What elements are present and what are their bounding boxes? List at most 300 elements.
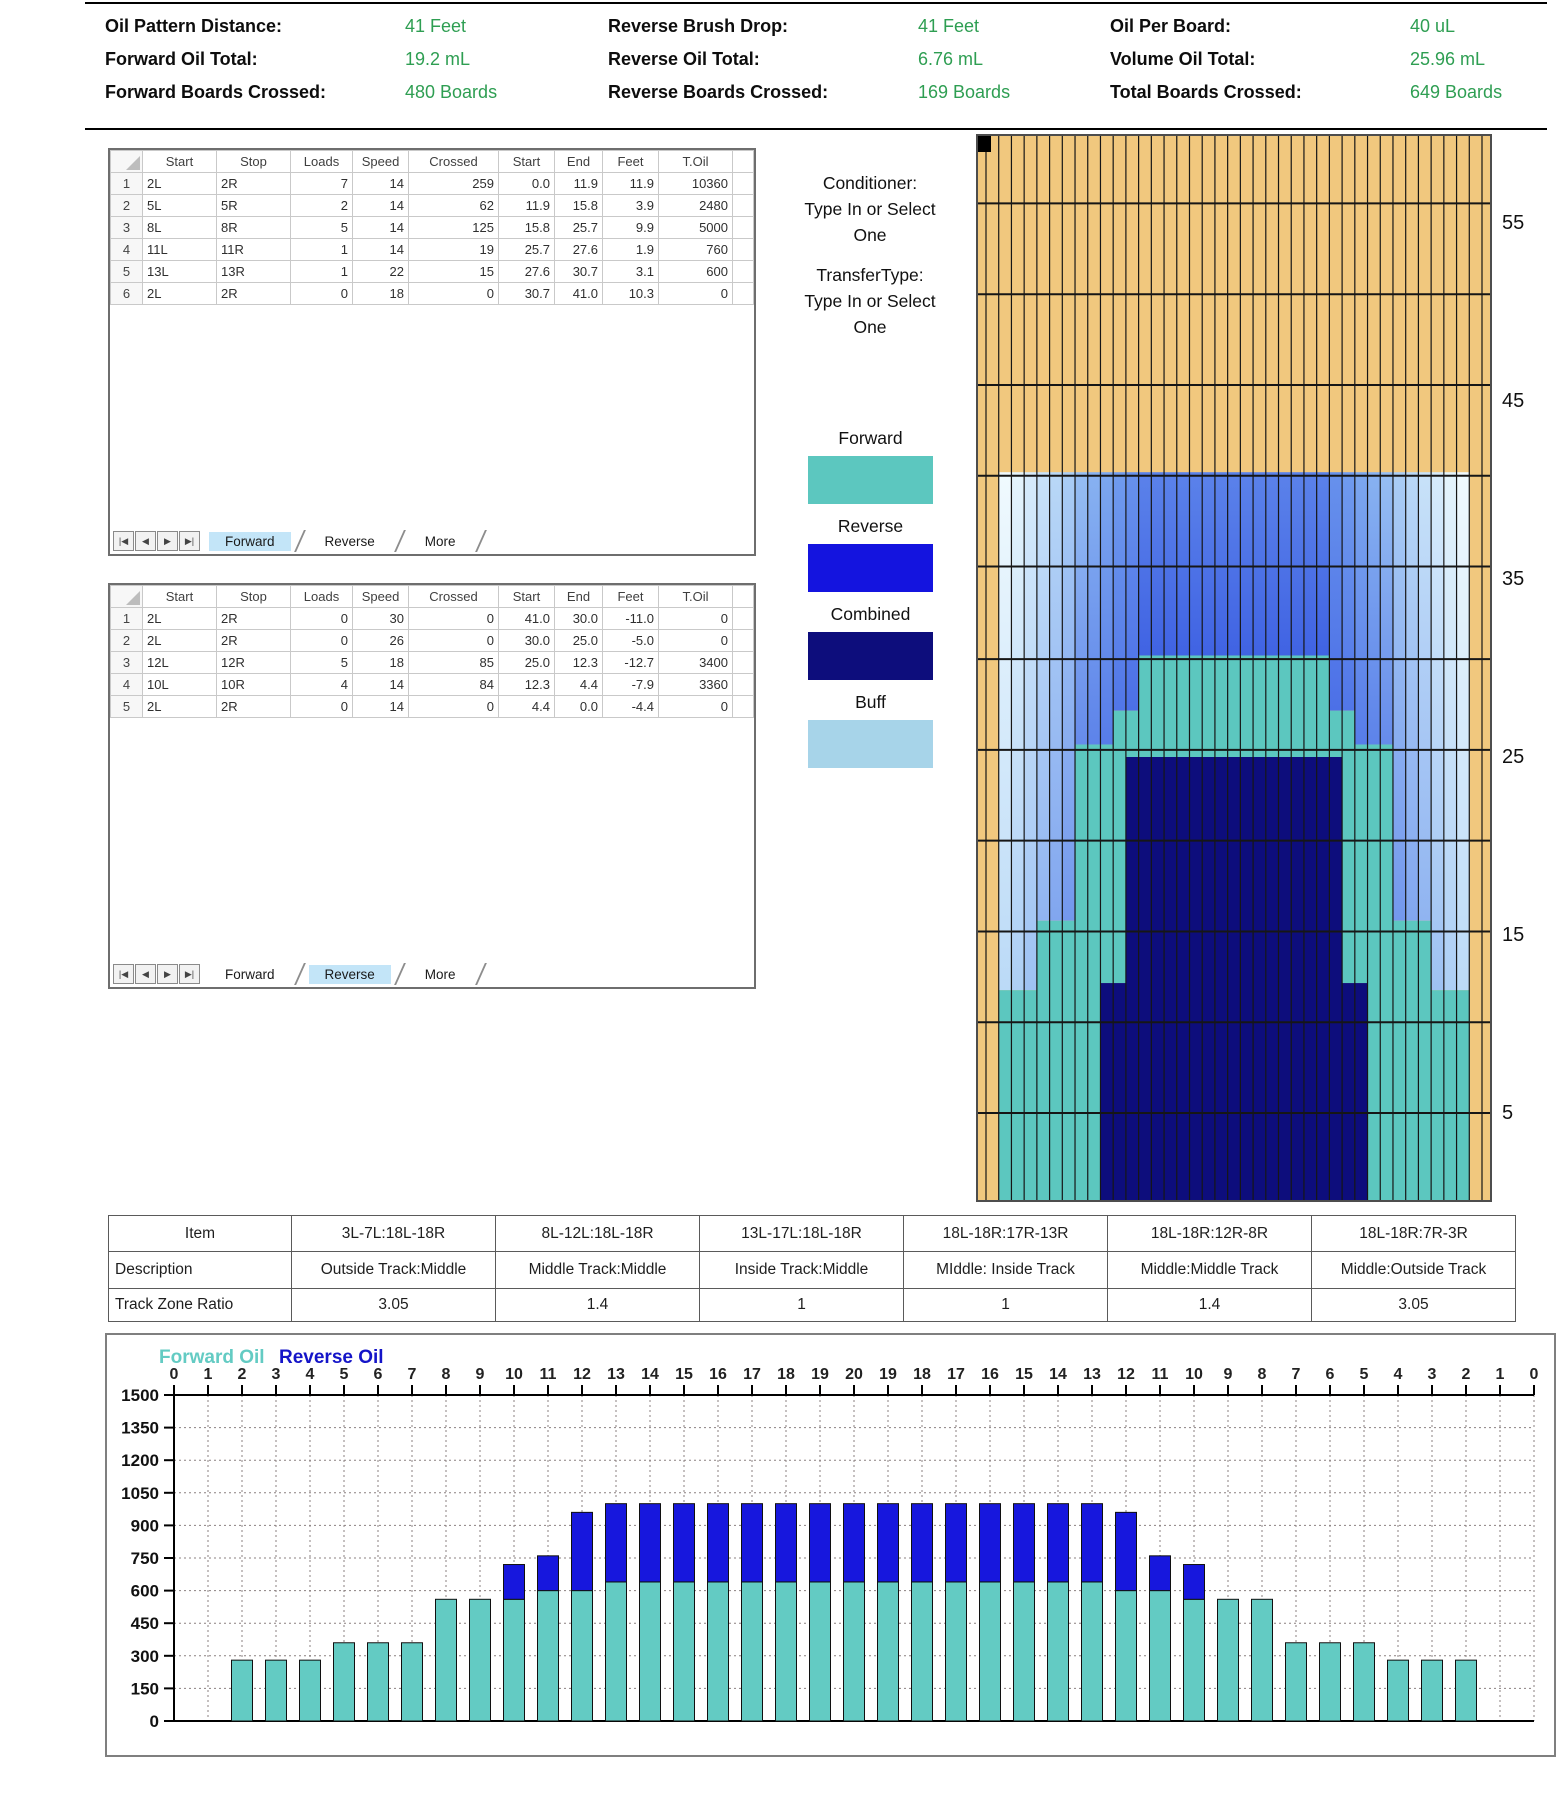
table-cell[interactable]: 30.7 xyxy=(499,283,555,305)
chart-board-label: 9 xyxy=(475,1366,485,1383)
filler-cell xyxy=(733,261,754,283)
select-all-corner-cell[interactable] xyxy=(111,151,143,173)
table-cell[interactable]: 12R xyxy=(217,652,291,674)
table-cell[interactable]: 30.0 xyxy=(555,608,603,630)
reverse-oil-bar xyxy=(538,1556,559,1591)
reverse-oil-bar xyxy=(844,1504,865,1582)
forward-oil-bar xyxy=(674,1582,695,1721)
table-cell[interactable]: 11.9 xyxy=(499,195,555,217)
tab-divider xyxy=(294,963,306,985)
chart-y-tick-label: 600 xyxy=(130,1581,159,1601)
forward-oil-bar xyxy=(640,1582,661,1721)
table-row xyxy=(111,652,754,674)
table-row xyxy=(111,173,754,195)
table-cell[interactable]: 41.0 xyxy=(555,283,603,305)
table-cell[interactable]: 5 xyxy=(291,652,353,674)
forward-oil-bar xyxy=(878,1582,899,1721)
table-row xyxy=(111,217,754,239)
table-cell[interactable]: 26 xyxy=(353,630,409,652)
forward-oil-bar xyxy=(742,1582,763,1721)
select-all-corner-cell[interactable] xyxy=(111,586,143,608)
chart-board-label: 11 xyxy=(1151,1366,1169,1383)
forward-oil-table xyxy=(108,148,756,556)
table-cell[interactable]: 2R xyxy=(217,283,291,305)
chart-board-label: 13 xyxy=(1083,1366,1101,1383)
ratio-item-row xyxy=(109,1216,1516,1252)
row-number[interactable]: 1 xyxy=(111,173,143,195)
stat-value: 169 Boards xyxy=(918,82,1011,102)
column-header[interactable]: Start xyxy=(143,586,217,608)
ratio-cell: 3.05 xyxy=(292,1289,496,1322)
column-header[interactable]: End xyxy=(555,586,603,608)
reverse-oil-bar xyxy=(980,1504,1001,1582)
sheet-tab-bar xyxy=(110,528,754,554)
ratio-cell: Outside Track:Middle xyxy=(292,1252,496,1289)
column-header[interactable]: Speed xyxy=(353,586,409,608)
table-cell[interactable]: 10L xyxy=(143,674,217,696)
legend-swatch-buff xyxy=(808,720,933,768)
table-cell[interactable]: 0 xyxy=(659,283,733,305)
forward-oil-bar xyxy=(266,1660,287,1721)
table-cell[interactable]: 2R xyxy=(217,630,291,652)
forward-oil-bar xyxy=(1150,1591,1171,1721)
filler-cell xyxy=(733,630,754,652)
chart-board-label: 12 xyxy=(1117,1366,1135,1383)
filler-cell xyxy=(733,652,754,674)
table-cell[interactable]: 8L xyxy=(143,217,217,239)
stat-row xyxy=(105,43,471,76)
reverse-oil-bar xyxy=(776,1504,797,1582)
chart-y-tick-label: 450 xyxy=(130,1614,159,1634)
legend-label-reverse: Reverse xyxy=(837,516,904,536)
legend-label-buff: Buff xyxy=(855,692,886,712)
column-header[interactable]: Start xyxy=(499,151,555,173)
chart-board-label: 6 xyxy=(373,1366,383,1383)
forward-oil-bar xyxy=(232,1660,253,1721)
table-cell[interactable]: 0 xyxy=(659,696,733,718)
chart-y-tick-label: 1200 xyxy=(121,1451,159,1471)
row-number[interactable]: 6 xyxy=(111,283,143,305)
reverse-oil-bar xyxy=(606,1504,627,1582)
legend-label-combined: Combined xyxy=(830,604,911,624)
table-cell[interactable]: 7 xyxy=(291,173,353,195)
column-header[interactable]: Loads xyxy=(291,151,353,173)
ratio-cell: Inside Track:Middle xyxy=(700,1252,904,1289)
column-header[interactable]: Start xyxy=(499,586,555,608)
header-stats-column-3 xyxy=(1110,10,1503,109)
table-cell[interactable]: 10.3 xyxy=(603,283,659,305)
filler-cell xyxy=(733,674,754,696)
table-cell[interactable]: 12L xyxy=(143,652,217,674)
forward-oil-bar xyxy=(606,1582,627,1721)
lane-distance-label: 35 xyxy=(1502,568,1525,590)
ratio-cell: Middle:Outside Track xyxy=(1312,1252,1516,1289)
column-header[interactable]: Loads xyxy=(291,586,353,608)
stat-value: 25.96 mL xyxy=(1410,49,1486,69)
chart-legend-forward-oil: Forward Oil xyxy=(159,1347,265,1368)
forward-oil-bar xyxy=(504,1599,525,1721)
ratio-cell: 18L-18R:17R-13R xyxy=(904,1216,1108,1252)
conditioner-selector-text xyxy=(770,170,970,248)
chart-board-label: 1 xyxy=(203,1366,213,1383)
chart-y-tick-label: 1500 xyxy=(121,1386,159,1405)
row-number[interactable]: 3 xyxy=(111,217,143,239)
table-cell[interactable]: 1 xyxy=(291,261,353,283)
conditioner-hint-line1: Type In or Select xyxy=(804,199,936,219)
chart-board-label: 3 xyxy=(271,1366,281,1383)
chart-board-label: 11 xyxy=(539,1366,557,1383)
ratio-cell: 3L-7L:18L-18R xyxy=(292,1216,496,1252)
table-cell[interactable]: -5.0 xyxy=(603,630,659,652)
chart-board-label: 14 xyxy=(1049,1366,1067,1383)
stat-value: 40 uL xyxy=(1410,16,1456,36)
table-cell[interactable]: 19 xyxy=(409,239,499,261)
ratio-description-row xyxy=(109,1252,1516,1289)
chart-y-tick-label: 150 xyxy=(130,1679,159,1699)
table-cell[interactable]: 2R xyxy=(217,696,291,718)
chart-board-label: 7 xyxy=(1291,1366,1301,1383)
chart-board-label: 17 xyxy=(743,1366,761,1383)
row-number[interactable]: 3 xyxy=(111,652,143,674)
table-cell[interactable]: 27.6 xyxy=(499,261,555,283)
table-cell[interactable]: 3.9 xyxy=(603,195,659,217)
table-cell[interactable]: 85 xyxy=(409,652,499,674)
forward-oil-bar xyxy=(1320,1643,1341,1721)
reverse-oil-bar xyxy=(810,1504,831,1582)
table-cell[interactable]: 0.0 xyxy=(499,173,555,195)
table-cell[interactable]: 13L xyxy=(143,261,217,283)
lane-svg xyxy=(976,134,1492,1202)
table-cell[interactable]: 14 xyxy=(353,674,409,696)
table-cell[interactable]: 25.0 xyxy=(499,652,555,674)
transfer-type-label: TransferType: xyxy=(816,265,924,285)
table-cell[interactable]: 5 xyxy=(291,217,353,239)
reverse-oil-bar xyxy=(674,1504,695,1582)
stat-value: 649 Boards xyxy=(1410,82,1503,102)
table-cell[interactable]: 13R xyxy=(217,261,291,283)
forward-oil-bar xyxy=(810,1582,831,1721)
column-header[interactable]: T.Oil xyxy=(659,151,733,173)
ratio-cell: 1 xyxy=(700,1289,904,1322)
table-cell[interactable]: 4.4 xyxy=(555,674,603,696)
table-row xyxy=(111,239,754,261)
ratio-cell: 13L-17L:18L-18R xyxy=(700,1216,904,1252)
column-header[interactable]: Crossed xyxy=(409,151,499,173)
table-cell[interactable]: 2R xyxy=(217,608,291,630)
table-cell[interactable]: 2L xyxy=(143,630,217,652)
chart-y-tick-label: 1050 xyxy=(121,1483,159,1503)
reverse-oil-bar xyxy=(1082,1504,1103,1582)
table-cell[interactable]: 14 xyxy=(353,173,409,195)
table-cell[interactable]: 11.9 xyxy=(603,173,659,195)
table-cell[interactable]: 11.9 xyxy=(555,173,603,195)
table-cell[interactable]: 14 xyxy=(353,696,409,718)
ratio-cell: 18L-18R:12R-8R xyxy=(1108,1216,1312,1252)
table-cell[interactable]: 2L xyxy=(143,696,217,718)
ratio-cell: 18L-18R:7R-3R xyxy=(1312,1216,1516,1252)
stat-row xyxy=(1110,76,1503,109)
table-cell[interactable]: 11L xyxy=(143,239,217,261)
filler-cell xyxy=(733,173,754,195)
forward-oil-bar xyxy=(1014,1582,1035,1721)
table-cell[interactable]: 0 xyxy=(409,608,499,630)
legend-swatch-forward xyxy=(808,456,933,504)
table-cell[interactable]: 5000 xyxy=(659,217,733,239)
table-cell[interactable]: 10360 xyxy=(659,173,733,195)
chart-board-label: 8 xyxy=(1257,1366,1267,1383)
sheet-tab-more[interactable]: More xyxy=(424,533,456,549)
table-cell[interactable]: 62 xyxy=(409,195,499,217)
forward-oil-bar xyxy=(1082,1582,1103,1721)
table-cell[interactable]: -4.4 xyxy=(603,696,659,718)
column-header[interactable]: Stop xyxy=(217,586,291,608)
row-number[interactable]: 1 xyxy=(111,608,143,630)
table-cell[interactable]: 125 xyxy=(409,217,499,239)
lane-distance-label: 25 xyxy=(1502,746,1525,768)
table-cell[interactable]: 0 xyxy=(291,283,353,305)
row-number[interactable]: 2 xyxy=(111,195,143,217)
table-cell[interactable]: 9.9 xyxy=(603,217,659,239)
table-cell[interactable]: 25.0 xyxy=(555,630,603,652)
table-cell[interactable]: 4 xyxy=(291,674,353,696)
column-header[interactable]: Stop xyxy=(217,151,291,173)
forward-oil-bar xyxy=(300,1660,321,1721)
table-cell[interactable]: 2480 xyxy=(659,195,733,217)
stat-label: Reverse Brush Drop: xyxy=(608,16,789,36)
conditioner-hint-line2: One xyxy=(853,225,887,245)
sheet-tab-forward[interactable]: Forward xyxy=(209,532,291,551)
table-cell[interactable]: 15 xyxy=(409,261,499,283)
table-cell[interactable]: 0 xyxy=(659,630,733,652)
chart-board-label: 8 xyxy=(441,1366,451,1383)
table-cell[interactable]: 2L xyxy=(143,283,217,305)
stat-row xyxy=(608,43,984,76)
filler-cell xyxy=(733,283,754,305)
table-cell[interactable]: 14 xyxy=(353,217,409,239)
column-header[interactable]: Feet xyxy=(603,586,659,608)
table-cell[interactable]: 760 xyxy=(659,239,733,261)
nav-next-button[interactable]: ▶ xyxy=(157,964,178,984)
table-row xyxy=(111,674,754,696)
row-number[interactable]: 5 xyxy=(111,261,143,283)
reverse-oil-bar xyxy=(640,1504,661,1582)
forward-oil-bar xyxy=(1116,1591,1137,1721)
table-cell[interactable]: 41.0 xyxy=(499,608,555,630)
table-cell[interactable]: 600 xyxy=(659,261,733,283)
transfer-type-hint-line1: Type In or Select xyxy=(804,291,936,311)
filler-cell xyxy=(733,608,754,630)
chart-board-label: 19 xyxy=(811,1366,829,1383)
column-header[interactable]: T.Oil xyxy=(659,586,733,608)
table-cell[interactable]: 15.8 xyxy=(499,217,555,239)
table-cell[interactable]: 12.3 xyxy=(499,674,555,696)
tab-divider xyxy=(394,530,406,552)
nav-prev-button[interactable]: ◀ xyxy=(135,964,156,984)
table-cell[interactable]: 0 xyxy=(659,608,733,630)
lane-distance-label: 55 xyxy=(1502,212,1525,234)
forward-oil-bar xyxy=(1218,1599,1239,1721)
chart-board-label: 17 xyxy=(947,1366,965,1383)
table-cell[interactable]: 18 xyxy=(353,283,409,305)
table-cell[interactable]: 30 xyxy=(353,608,409,630)
lane-distance-label: 5 xyxy=(1502,1102,1514,1124)
column-header[interactable]: Speed xyxy=(353,151,409,173)
forward-oil-bar xyxy=(436,1599,457,1721)
ratio-cell: Middle:Middle Track xyxy=(1108,1252,1312,1289)
nav-first-button[interactable]: |◀ xyxy=(113,964,134,984)
table-cell[interactable]: 5L xyxy=(143,195,217,217)
table-cell[interactable]: 8R xyxy=(217,217,291,239)
chart-board-label: 15 xyxy=(1015,1366,1033,1383)
row-number[interactable]: 2 xyxy=(111,630,143,652)
filler-cell xyxy=(733,217,754,239)
top-rule xyxy=(85,2,1547,4)
table-cell[interactable]: 3400 xyxy=(659,652,733,674)
ratio-row-header: Item xyxy=(109,1216,292,1252)
table-cell[interactable]: 0 xyxy=(409,283,499,305)
chart-board-label: 10 xyxy=(505,1366,523,1383)
forward-oil-bar xyxy=(368,1643,389,1721)
column-header[interactable]: End xyxy=(555,151,603,173)
ratio-cell: 8L-12L:18L-18R xyxy=(496,1216,700,1252)
table-cell[interactable]: -7.9 xyxy=(603,674,659,696)
table-cell[interactable]: 0 xyxy=(291,608,353,630)
nav-first-button[interactable]: |◀ xyxy=(113,531,134,551)
sheet-tab-reverse[interactable]: Reverse xyxy=(324,533,375,549)
chart-legend-reverse-oil: Reverse Oil xyxy=(279,1347,384,1368)
ratio-cell: 1.4 xyxy=(496,1289,700,1322)
table-cell[interactable]: 0 xyxy=(409,696,499,718)
table-cell[interactable]: 84 xyxy=(409,674,499,696)
stat-row xyxy=(105,76,498,109)
chart-board-label: 4 xyxy=(1393,1366,1403,1383)
forward-oil-bar xyxy=(1354,1643,1375,1721)
table-cell[interactable]: 14 xyxy=(353,195,409,217)
table-cell[interactable]: 0 xyxy=(291,630,353,652)
table-cell[interactable]: 30.0 xyxy=(499,630,555,652)
nav-next-button[interactable]: ▶ xyxy=(157,531,178,551)
nav-last-button[interactable]: ▶| xyxy=(179,964,200,984)
nav-prev-button[interactable]: ◀ xyxy=(135,531,156,551)
nav-last-button[interactable]: ▶| xyxy=(179,531,200,551)
reverse-oil-bar xyxy=(572,1512,593,1590)
table-cell[interactable]: 1 xyxy=(291,239,353,261)
stat-value: 41 Feet xyxy=(405,16,467,36)
forward-oil-bar xyxy=(946,1582,967,1721)
table-cell[interactable]: 2L xyxy=(143,608,217,630)
reverse-oil-bar xyxy=(504,1565,525,1600)
chart-y-tick-label: 1350 xyxy=(121,1418,159,1438)
chart-y-tick-label: 0 xyxy=(149,1712,159,1731)
table-cell[interactable]: 22 xyxy=(353,261,409,283)
table-cell[interactable]: 2 xyxy=(291,195,353,217)
forward-oil-bar xyxy=(538,1591,559,1721)
chart-board-label: 2 xyxy=(237,1366,247,1383)
table-cell[interactable]: 15.8 xyxy=(555,195,603,217)
table-cell[interactable]: 0 xyxy=(291,696,353,718)
table-cell[interactable]: 4.4 xyxy=(499,696,555,718)
stat-row xyxy=(1110,10,1456,43)
stat-value: 6.76 mL xyxy=(918,49,984,69)
table-cell[interactable]: 3360 xyxy=(659,674,733,696)
table-cell[interactable]: 2L xyxy=(143,173,217,195)
chart-y-tick-label: 750 xyxy=(130,1549,159,1568)
column-header[interactable]: Crossed xyxy=(409,586,499,608)
lane-oil-pattern-graphic xyxy=(976,134,1492,1202)
forward-oil-bar xyxy=(844,1582,865,1721)
table-cell[interactable]: 11R xyxy=(217,239,291,261)
table-cell[interactable]: 14 xyxy=(353,239,409,261)
stat-label: Reverse Oil Total: xyxy=(608,49,760,69)
table-row xyxy=(111,696,754,718)
ratio-value-row xyxy=(109,1289,1516,1322)
row-number[interactable]: 4 xyxy=(111,239,143,261)
tab-divider xyxy=(475,963,487,985)
track-zone-ratio-table xyxy=(108,1215,1516,1322)
column-header[interactable]: Start xyxy=(143,151,217,173)
sheet-tab-reverse[interactable]: Reverse xyxy=(309,965,391,984)
sheet-grid xyxy=(110,150,754,305)
corner-triangle-icon xyxy=(126,156,140,170)
table-cell[interactable]: 12.3 xyxy=(555,652,603,674)
table-cell[interactable]: 0.0 xyxy=(555,696,603,718)
table-cell[interactable]: 0 xyxy=(409,630,499,652)
stat-label: Forward Oil Total: xyxy=(105,49,258,69)
table-cell[interactable]: 5R xyxy=(217,195,291,217)
tab-divider xyxy=(475,530,487,552)
ratio-row-header: Track Zone Ratio xyxy=(109,1289,292,1322)
chart-board-label: 19 xyxy=(879,1366,897,1383)
table-cell[interactable]: 18 xyxy=(353,652,409,674)
forward-oil-bar xyxy=(1286,1643,1307,1721)
table-cell[interactable]: 2R xyxy=(217,173,291,195)
chart-board-label: 10 xyxy=(1185,1366,1203,1383)
column-header[interactable]: Feet xyxy=(603,151,659,173)
chart-board-label: 12 xyxy=(573,1366,591,1383)
ratio-cell: 1 xyxy=(904,1289,1108,1322)
row-number[interactable]: 5 xyxy=(111,696,143,718)
corner-triangle-icon xyxy=(126,591,140,605)
sheet-tab-more[interactable]: More xyxy=(424,966,456,982)
table-cell[interactable]: 25.7 xyxy=(555,217,603,239)
row-number[interactable]: 4 xyxy=(111,674,143,696)
chart-board-label: 16 xyxy=(981,1366,999,1383)
table-cell[interactable]: -12.7 xyxy=(603,652,659,674)
reverse-oil-bar xyxy=(1150,1556,1171,1591)
table-cell[interactable]: 1.9 xyxy=(603,239,659,261)
filler-cell xyxy=(733,195,754,217)
table-cell[interactable]: 3.1 xyxy=(603,261,659,283)
sheet-tab-forward[interactable]: Forward xyxy=(225,966,275,982)
legend-label-forward: Forward xyxy=(838,428,903,448)
chart-board-label: 2 xyxy=(1461,1366,1471,1383)
table-cell[interactable]: 30.7 xyxy=(555,261,603,283)
chart-board-label: 18 xyxy=(777,1366,795,1383)
lane-distance-label: 45 xyxy=(1502,390,1525,412)
chart-board-label: 9 xyxy=(1223,1366,1233,1383)
stat-row xyxy=(608,76,1011,109)
ratio-grid xyxy=(108,1215,1516,1322)
table-cell[interactable]: 259 xyxy=(409,173,499,195)
forward-oil-bar xyxy=(334,1643,355,1721)
chart-board-label: 4 xyxy=(305,1366,315,1383)
table-cell[interactable]: -11.0 xyxy=(603,608,659,630)
table-cell[interactable]: 10R xyxy=(217,674,291,696)
table-cell[interactable]: 27.6 xyxy=(555,239,603,261)
table-row xyxy=(111,283,754,305)
table-cell[interactable]: 25.7 xyxy=(499,239,555,261)
chart-board-label: 5 xyxy=(1359,1366,1369,1383)
